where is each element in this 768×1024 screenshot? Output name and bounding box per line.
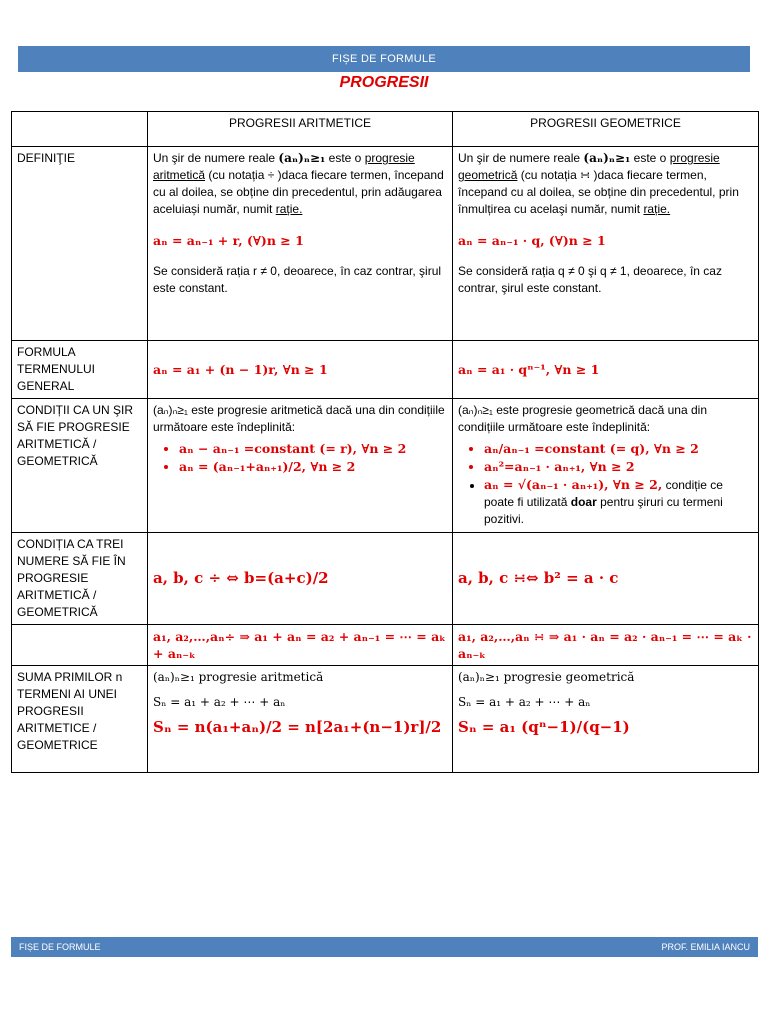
three-arit-formula: a, b, c ÷ ⇔ b=(a+c)/2 xyxy=(153,569,329,587)
term-arit-formula: aₙ = a₁ + (n − 1)r, ∀n ≥ 1 xyxy=(153,362,328,377)
sum-geom-def: Sₙ = a₁ + a₂ + ⋯ + aₙ xyxy=(458,695,591,709)
list-item: • aₙ/aₙ₋₁ =constant (= q), ∀n ≥ 2 xyxy=(484,440,753,457)
col-header-arit: PROGRESII ARITMETICE xyxy=(148,112,453,147)
def-arit-ratie: rație. xyxy=(275,202,303,216)
term-geom-cell xyxy=(453,341,759,399)
def-geom-seq: (aₙ)ₙ≥₁ xyxy=(583,151,631,165)
cond-arit-intro: (aₙ)ₙ≥₁ este progresie aritmetică dacă una din condițiile următoare este îndeplinită: xyxy=(153,403,445,434)
def-arit-intro: Un şir de numere reale xyxy=(153,151,276,165)
row-symmetric xyxy=(12,625,759,666)
term-arit-cell xyxy=(148,341,453,399)
header-label: FIȘE DE FORMULE xyxy=(331,53,437,65)
three-geom-cell xyxy=(453,533,759,625)
sym-geom-formula: a₁, a₂,…,aₙ ∺ ⇒ a₁ · aₙ = a₂ · aₙ₋₁ = ⋯ = aₖ · aₙ₋ₖ xyxy=(458,629,752,661)
sum-arit-intro: (aₙ)ₙ≥₁ progresie aritmetică xyxy=(153,670,324,684)
cond-geom-cell xyxy=(453,399,759,533)
list-item xyxy=(484,476,753,528)
term-geom-formula: aₙ = a₁ · qⁿ⁻¹, ∀n ≥ 1 xyxy=(458,362,600,377)
row-conditions xyxy=(12,399,759,533)
cond-geom-sqrt: aₙ = √(aₙ₋₁ · aₙ₊₁), ∀n ≥ 2, xyxy=(484,477,663,492)
list-item: • aₙ²=aₙ₋₁ · aₙ₊₁, ∀n ≥ 2 xyxy=(484,458,753,475)
list-item: • aₙ − aₙ₋₁ =constant (= r), ∀n ≥ 2 xyxy=(179,440,447,457)
table-header-row xyxy=(12,112,759,147)
three-geom-formula: a, b, c ∺⇔ b² = a · c xyxy=(458,569,619,587)
def-geom-intro: Un şir de numere reale xyxy=(458,151,581,165)
def-geom-text xyxy=(458,150,753,218)
header-empty-cell xyxy=(12,112,148,147)
def-geom-formula: aₙ = aₙ₋₁ · q, (∀)n ≥ 1 xyxy=(458,233,606,248)
def-geom-cell xyxy=(453,147,759,341)
row-definition xyxy=(12,147,759,341)
row-label: CONDIȚII CA UN ŞIR SĂ FIE PROGRESIE ARITMETICĂ / GEOMETRICĂ xyxy=(12,399,148,533)
three-arit-cell xyxy=(148,533,453,625)
row-label: FORMULA TERMENULUI GENERAL xyxy=(12,341,148,399)
row-label: CONDIȚIA CA TREI NUMERE SĂ FIE ÎN PROGRESIE ARITMETICĂ / GEOMETRICĂ xyxy=(12,533,148,625)
header-bar xyxy=(18,46,750,72)
cond-geom-intro: (aₙ)ₙ≥₁ este progresie geometrică dacă una din condițiile următoare este îndeplinită: xyxy=(458,403,707,434)
row-three-numbers xyxy=(12,533,759,625)
sum-arit-formula: Sₙ = n(a₁+aₙ)/2 = n[2a₁+(n−1)r]/2 xyxy=(153,718,442,736)
sum-arit-def: Sₙ = a₁ + a₂ + ⋯ + aₙ xyxy=(153,695,286,709)
row-label: SUMA PRIMILOR n TERMENI AI UNEI PROGRESII ARITMETICE / GEOMETRICE xyxy=(12,666,148,773)
sum-geom-formula: Sₙ = a₁ (qⁿ−1)/(q−1) xyxy=(458,718,630,736)
cond-geom-list xyxy=(458,440,753,528)
sum-geom-intro: (aₙ)ₙ≥₁ progresie geometrică xyxy=(458,670,635,684)
cond-arit-list xyxy=(153,440,447,475)
row-label xyxy=(12,625,148,666)
def-geom-prog: progresie geometrică xyxy=(458,151,720,182)
row-general-term xyxy=(12,341,759,399)
sym-arit-formula: a₁, a₂,…,aₙ÷ ⇒ a₁ + aₙ = a₂ + aₙ₋₁ = ⋯ = aₖ + aₙ₋ₖ xyxy=(153,629,446,661)
def-geom-is: este o xyxy=(633,151,667,165)
row-label: DEFINIŢIE xyxy=(12,147,148,341)
cond-geom-tail-b: doar xyxy=(570,495,597,509)
def-arit-formula: aₙ = aₙ₋₁ + r, (∀)n ≥ 1 xyxy=(153,233,304,248)
def-arit-text xyxy=(153,150,447,218)
sum-geom-cell xyxy=(453,666,759,773)
sym-geom-cell xyxy=(453,625,759,666)
def-arit-note: Se consideră rația r ≠ 0, deoarece, în caz contrar, şirul este constant. xyxy=(153,264,442,295)
page-title: PROGRESII xyxy=(339,74,429,91)
def-arit-is: este o xyxy=(328,151,362,165)
cond-arit-cell xyxy=(148,399,453,533)
col-header-geom: PROGRESII GEOMETRICE xyxy=(453,112,759,147)
def-arit-cell xyxy=(148,147,453,341)
footer-right: PROF. EMILIA IANCU xyxy=(661,942,750,952)
def-geom-ratie: rație. xyxy=(643,202,671,216)
def-arit-prog: progresie aritmetică xyxy=(153,151,415,182)
row-sum xyxy=(12,666,759,773)
cond-geom-tail-c: pentru şiruri cu termeni pozitivi. xyxy=(484,495,723,526)
footer-left: FIȘE DE FORMULE xyxy=(19,942,101,952)
cond-geom-tail-a: condiție ce poate fi utilizată xyxy=(484,478,723,509)
formula-table xyxy=(11,111,759,773)
sym-arit-cell xyxy=(148,625,453,666)
def-arit-rest: (cu notația ÷ )daca fiecare termen, începand cu al doilea, se obține din precedentul, prin adăugarea aceluiași număr, numit xyxy=(153,168,444,216)
sum-arit-cell xyxy=(148,666,453,773)
list-item: • aₙ = (aₙ₋₁+aₙ₊₁)/2, ∀n ≥ 2 xyxy=(179,458,447,475)
def-geom-note: Se consideră rația q ≠ 0 şi q ≠ 1, deoarece, în caz contrar, şirul este constant. xyxy=(458,264,722,295)
def-arit-seq: (aₙ)ₙ≥₁ xyxy=(278,151,326,165)
def-geom-rest: (cu notația ∺ )daca fiecare termen, începand cu al doilea, se obține din precedentul, prin înmulțirea cu acelaşi număr, numit xyxy=(458,168,739,216)
footer-bar xyxy=(11,937,758,957)
